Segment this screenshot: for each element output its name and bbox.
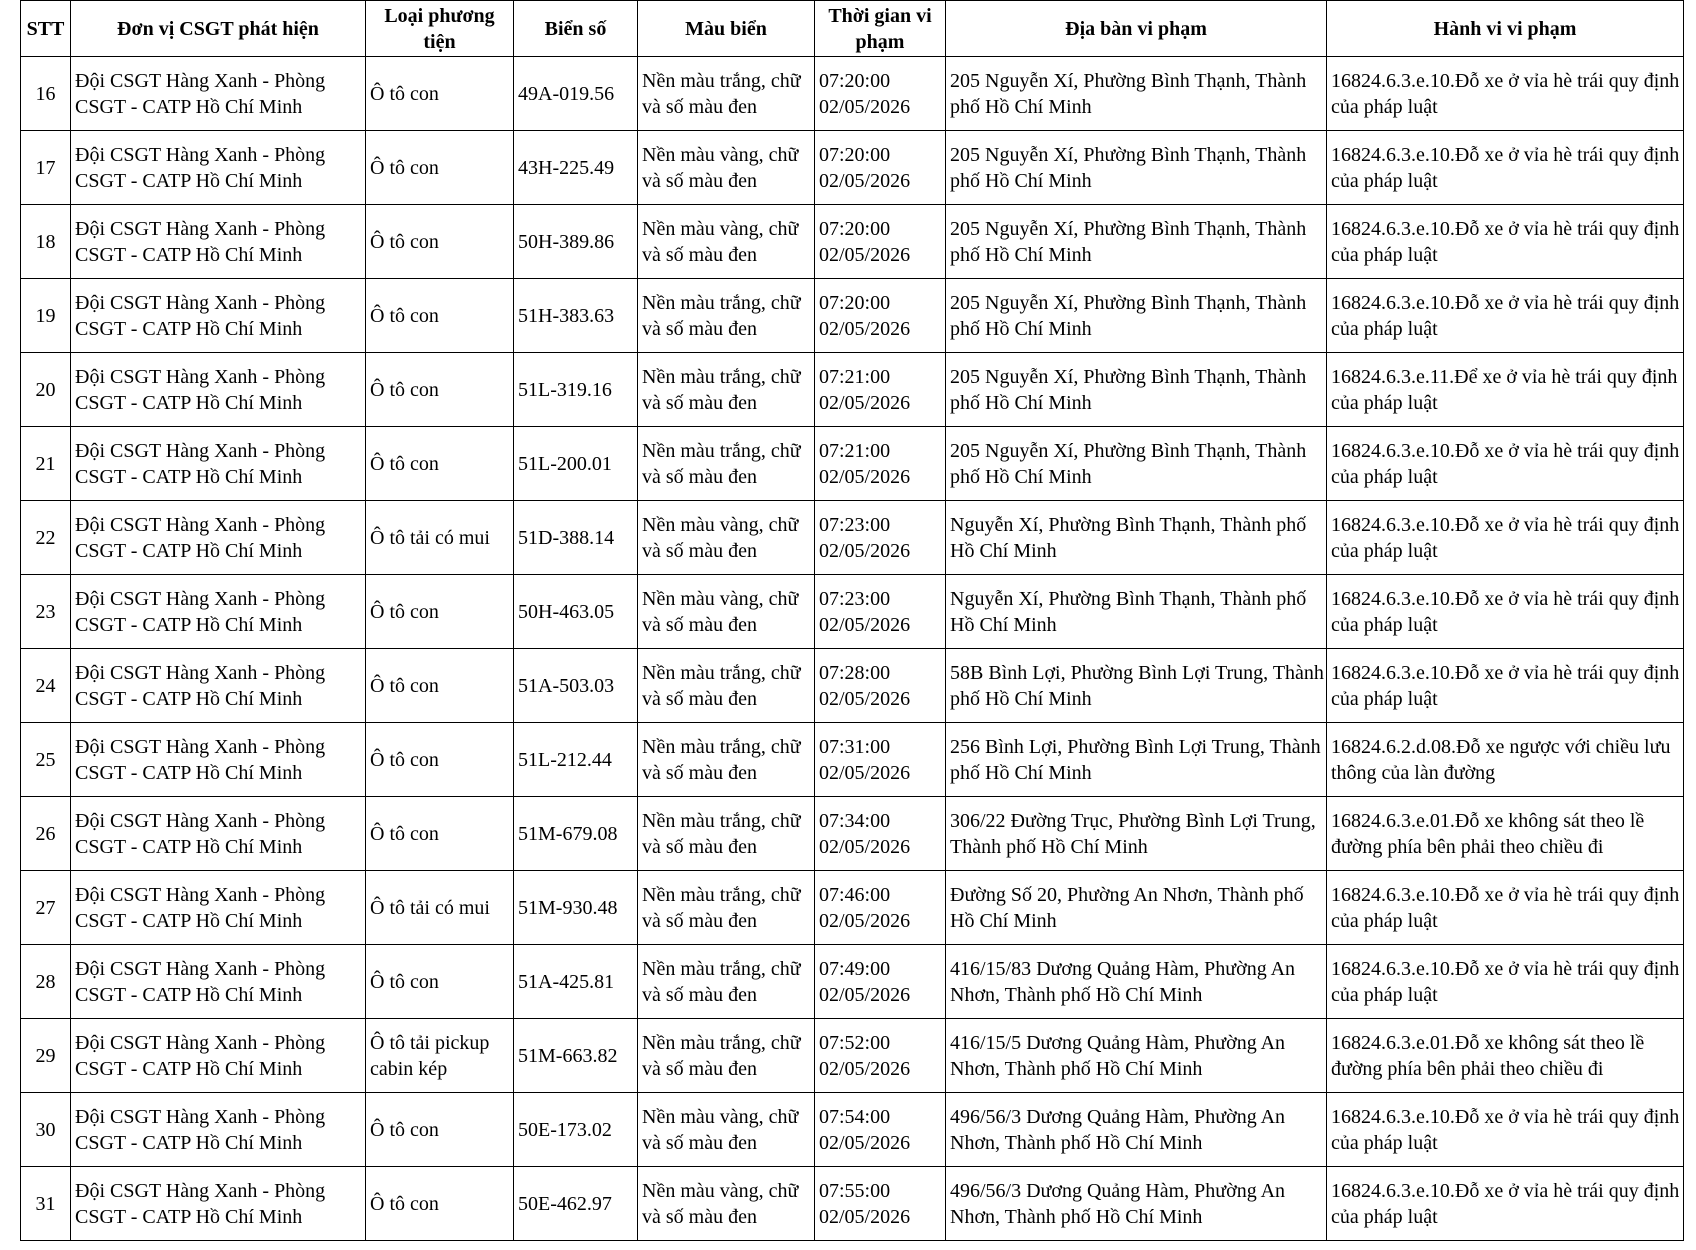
cell-time: 07:21:00 02/05/2026 xyxy=(815,427,946,501)
cell-plate: 50H-389.86 xyxy=(514,205,638,279)
cell-violation: 16824.6.3.e.10.Đỗ xe ở vỉa hè trái quy định của pháp luật xyxy=(1327,131,1684,205)
cell-stt: 24 xyxy=(21,649,71,723)
header-stt: STT xyxy=(21,1,71,57)
cell-plate-color: Nền màu vàng, chữ và số màu đen xyxy=(638,575,815,649)
cell-plate: 51L-319.16 xyxy=(514,353,638,427)
table-row xyxy=(21,1093,1684,1167)
header-vehicle-type: Loại phương tiện xyxy=(366,1,514,57)
cell-stt: 26 xyxy=(21,797,71,871)
cell-violation: 16824.6.3.e.10.Đỗ xe ở vỉa hè trái quy định của pháp luật xyxy=(1327,1167,1684,1241)
table-row xyxy=(21,1019,1684,1093)
cell-plate-color: Nền màu trắng, chữ và số màu đen xyxy=(638,279,815,353)
cell-unit: Đội CSGT Hàng Xanh - Phòng CSGT - CATP Hồ Chí Minh xyxy=(71,1093,366,1167)
cell-plate: 51H-383.63 xyxy=(514,279,638,353)
cell-plate-color: Nền màu trắng, chữ và số màu đen xyxy=(638,945,815,1019)
cell-plate: 50H-463.05 xyxy=(514,575,638,649)
cell-plate: 51A-503.03 xyxy=(514,649,638,723)
cell-vehicle-type: Ô tô con xyxy=(366,279,514,353)
cell-location: 205 Nguyễn Xí, Phường Bình Thạnh, Thành phố Hồ Chí Minh xyxy=(946,131,1327,205)
cell-vehicle-type: Ô tô con xyxy=(366,1167,514,1241)
cell-location: 306/22 Đường Trục, Phường Bình Lợi Trung, Thành phố Hồ Chí Minh xyxy=(946,797,1327,871)
cell-plate: 51L-212.44 xyxy=(514,723,638,797)
cell-time: 07:55:00 02/05/2026 xyxy=(815,1167,946,1241)
cell-stt: 21 xyxy=(21,427,71,501)
cell-violation: 16824.6.3.e.10.Đỗ xe ở vỉa hè trái quy định của pháp luật xyxy=(1327,57,1684,131)
header-plate: Biển số xyxy=(514,1,638,57)
cell-unit: Đội CSGT Hàng Xanh - Phòng CSGT - CATP Hồ Chí Minh xyxy=(71,279,366,353)
cell-plate-color: Nền màu vàng, chữ và số màu đen xyxy=(638,1093,815,1167)
cell-unit: Đội CSGT Hàng Xanh - Phòng CSGT - CATP Hồ Chí Minh xyxy=(71,353,366,427)
cell-violation: 16824.6.3.e.10.Đỗ xe ở vỉa hè trái quy định của pháp luật xyxy=(1327,945,1684,1019)
cell-stt: 20 xyxy=(21,353,71,427)
cell-unit: Đội CSGT Hàng Xanh - Phòng CSGT - CATP Hồ Chí Minh xyxy=(71,427,366,501)
table-row xyxy=(21,723,1684,797)
cell-location: 256 Bình Lợi, Phường Bình Lợi Trung, Thành phố Hồ Chí Minh xyxy=(946,723,1327,797)
table-body xyxy=(21,57,1684,1241)
cell-vehicle-type: Ô tô con xyxy=(366,57,514,131)
cell-violation: 16824.6.3.e.01.Đỗ xe không sát theo lề đường phía bên phải theo chiều đi xyxy=(1327,1019,1684,1093)
cell-plate-color: Nền màu trắng, chữ và số màu đen xyxy=(638,353,815,427)
cell-unit: Đội CSGT Hàng Xanh - Phòng CSGT - CATP Hồ Chí Minh xyxy=(71,723,366,797)
cell-location: 205 Nguyễn Xí, Phường Bình Thạnh, Thành phố Hồ Chí Minh xyxy=(946,57,1327,131)
cell-stt: 16 xyxy=(21,57,71,131)
cell-time: 07:23:00 02/05/2026 xyxy=(815,501,946,575)
cell-location: 496/56/3 Dương Quảng Hàm, Phường An Nhơn, Thành phố Hồ Chí Minh xyxy=(946,1093,1327,1167)
cell-violation: 16824.6.3.e.10.Đỗ xe ở vỉa hè trái quy định của pháp luật xyxy=(1327,871,1684,945)
cell-unit: Đội CSGT Hàng Xanh - Phòng CSGT - CATP Hồ Chí Minh xyxy=(71,1167,366,1241)
cell-plate-color: Nền màu vàng, chữ và số màu đen xyxy=(638,501,815,575)
cell-plate: 51D-388.14 xyxy=(514,501,638,575)
table-row xyxy=(21,1167,1684,1241)
cell-violation: 16824.6.3.e.10.Đỗ xe ở vỉa hè trái quy định của pháp luật xyxy=(1327,649,1684,723)
table-row xyxy=(21,131,1684,205)
cell-time: 07:28:00 02/05/2026 xyxy=(815,649,946,723)
cell-violation: 16824.6.3.e.11.Để xe ở vỉa hè trái quy định của pháp luật xyxy=(1327,353,1684,427)
cell-location: Nguyễn Xí, Phường Bình Thạnh, Thành phố Hồ Chí Minh xyxy=(946,501,1327,575)
cell-time: 07:34:00 02/05/2026 xyxy=(815,797,946,871)
cell-plate-color: Nền màu trắng, chữ và số màu đen xyxy=(638,649,815,723)
table-row xyxy=(21,649,1684,723)
cell-vehicle-type: Ô tô tải có mui xyxy=(366,871,514,945)
cell-stt: 29 xyxy=(21,1019,71,1093)
cell-unit: Đội CSGT Hàng Xanh - Phòng CSGT - CATP Hồ Chí Minh xyxy=(71,945,366,1019)
cell-violation: 16824.6.2.d.08.Đỗ xe ngược với chiều lưu thông của làn đường xyxy=(1327,723,1684,797)
cell-unit: Đội CSGT Hàng Xanh - Phòng CSGT - CATP Hồ Chí Minh xyxy=(71,575,366,649)
cell-time: 07:54:00 02/05/2026 xyxy=(815,1093,946,1167)
cell-stt: 25 xyxy=(21,723,71,797)
cell-time: 07:23:00 02/05/2026 xyxy=(815,575,946,649)
cell-location: 416/15/83 Dương Quảng Hàm, Phường An Nhơn, Thành phố Hồ Chí Minh xyxy=(946,945,1327,1019)
cell-location: 205 Nguyễn Xí, Phường Bình Thạnh, Thành phố Hồ Chí Minh xyxy=(946,353,1327,427)
table-row xyxy=(21,871,1684,945)
cell-location: 205 Nguyễn Xí, Phường Bình Thạnh, Thành phố Hồ Chí Minh xyxy=(946,279,1327,353)
cell-plate: 43H-225.49 xyxy=(514,131,638,205)
cell-vehicle-type: Ô tô tải có mui xyxy=(366,501,514,575)
table-row xyxy=(21,57,1684,131)
cell-violation: 16824.6.3.e.10.Đỗ xe ở vỉa hè trái quy định của pháp luật xyxy=(1327,279,1684,353)
cell-vehicle-type: Ô tô tải pickup cabin kép xyxy=(366,1019,514,1093)
cell-plate-color: Nền màu trắng, chữ và số màu đen xyxy=(638,1019,815,1093)
cell-unit: Đội CSGT Hàng Xanh - Phòng CSGT - CATP Hồ Chí Minh xyxy=(71,871,366,945)
cell-stt: 19 xyxy=(21,279,71,353)
cell-stt: 28 xyxy=(21,945,71,1019)
cell-plate: 51A-425.81 xyxy=(514,945,638,1019)
cell-plate-color: Nền màu trắng, chữ và số màu đen xyxy=(638,797,815,871)
cell-unit: Đội CSGT Hàng Xanh - Phòng CSGT - CATP Hồ Chí Minh xyxy=(71,1019,366,1093)
cell-vehicle-type: Ô tô con xyxy=(366,205,514,279)
cell-location: 205 Nguyễn Xí, Phường Bình Thạnh, Thành phố Hồ Chí Minh xyxy=(946,205,1327,279)
cell-violation: 16824.6.3.e.10.Đỗ xe ở vỉa hè trái quy định của pháp luật xyxy=(1327,1093,1684,1167)
cell-location: 416/15/5 Dương Quảng Hàm, Phường An Nhơn, Thành phố Hồ Chí Minh xyxy=(946,1019,1327,1093)
cell-time: 07:46:00 02/05/2026 xyxy=(815,871,946,945)
cell-time: 07:20:00 02/05/2026 xyxy=(815,279,946,353)
cell-vehicle-type: Ô tô con xyxy=(366,131,514,205)
cell-plate: 50E-173.02 xyxy=(514,1093,638,1167)
cell-violation: 16824.6.3.e.10.Đỗ xe ở vỉa hè trái quy định của pháp luật xyxy=(1327,427,1684,501)
cell-vehicle-type: Ô tô con xyxy=(366,427,514,501)
cell-unit: Đội CSGT Hàng Xanh - Phòng CSGT - CATP Hồ Chí Minh xyxy=(71,131,366,205)
cell-plate-color: Nền màu vàng, chữ và số màu đen xyxy=(638,131,815,205)
cell-unit: Đội CSGT Hàng Xanh - Phòng CSGT - CATP Hồ Chí Minh xyxy=(71,649,366,723)
cell-time: 07:49:00 02/05/2026 xyxy=(815,945,946,1019)
cell-plate: 51M-679.08 xyxy=(514,797,638,871)
cell-vehicle-type: Ô tô con xyxy=(366,649,514,723)
cell-stt: 22 xyxy=(21,501,71,575)
cell-plate-color: Nền màu trắng, chữ và số màu đen xyxy=(638,871,815,945)
table-row xyxy=(21,205,1684,279)
header-violation: Hành vi vi phạm xyxy=(1327,1,1684,57)
cell-time: 07:20:00 02/05/2026 xyxy=(815,205,946,279)
cell-time: 07:21:00 02/05/2026 xyxy=(815,353,946,427)
cell-time: 07:20:00 02/05/2026 xyxy=(815,57,946,131)
table-row xyxy=(21,501,1684,575)
cell-violation: 16824.6.3.e.10.Đỗ xe ở vỉa hè trái quy định của pháp luật xyxy=(1327,575,1684,649)
cell-location: Nguyễn Xí, Phường Bình Thạnh, Thành phố Hồ Chí Minh xyxy=(946,575,1327,649)
cell-plate: 51M-930.48 xyxy=(514,871,638,945)
cell-plate: 51M-663.82 xyxy=(514,1019,638,1093)
cell-plate: 51L-200.01 xyxy=(514,427,638,501)
header-plate-color: Màu biển xyxy=(638,1,815,57)
cell-stt: 30 xyxy=(21,1093,71,1167)
cell-unit: Đội CSGT Hàng Xanh - Phòng CSGT - CATP Hồ Chí Minh xyxy=(71,501,366,575)
cell-violation: 16824.6.3.e.10.Đỗ xe ở vỉa hè trái quy định của pháp luật xyxy=(1327,501,1684,575)
cell-unit: Đội CSGT Hàng Xanh - Phòng CSGT - CATP Hồ Chí Minh xyxy=(71,797,366,871)
cell-time: 07:52:00 02/05/2026 xyxy=(815,1019,946,1093)
header-location: Địa bàn vi phạm xyxy=(946,1,1327,57)
cell-stt: 27 xyxy=(21,871,71,945)
header-row xyxy=(21,1,1684,57)
cell-location: 496/56/3 Dương Quảng Hàm, Phường An Nhơn, Thành phố Hồ Chí Minh xyxy=(946,1167,1327,1241)
cell-vehicle-type: Ô tô con xyxy=(366,575,514,649)
cell-plate-color: Nền màu trắng, chữ và số màu đen xyxy=(638,723,815,797)
cell-stt: 18 xyxy=(21,205,71,279)
cell-plate: 49A-019.56 xyxy=(514,57,638,131)
cell-plate-color: Nền màu trắng, chữ và số màu đen xyxy=(638,427,815,501)
header-unit: Đơn vị CSGT phát hiện xyxy=(71,1,366,57)
table-row xyxy=(21,945,1684,1019)
cell-stt: 31 xyxy=(21,1167,71,1241)
cell-unit: Đội CSGT Hàng Xanh - Phòng CSGT - CATP Hồ Chí Minh xyxy=(71,205,366,279)
cell-unit: Đội CSGT Hàng Xanh - Phòng CSGT - CATP Hồ Chí Minh xyxy=(71,57,366,131)
table-row xyxy=(21,575,1684,649)
cell-violation: 16824.6.3.e.01.Đỗ xe không sát theo lề đường phía bên phải theo chiều đi xyxy=(1327,797,1684,871)
violations-table xyxy=(20,0,1684,1241)
table-row xyxy=(21,797,1684,871)
table-row xyxy=(21,353,1684,427)
cell-plate-color: Nền màu vàng, chữ và số màu đen xyxy=(638,205,815,279)
cell-stt: 17 xyxy=(21,131,71,205)
cell-plate-color: Nền màu vàng, chữ và số màu đen xyxy=(638,1167,815,1241)
cell-vehicle-type: Ô tô con xyxy=(366,1093,514,1167)
cell-time: 07:31:00 02/05/2026 xyxy=(815,723,946,797)
table-row xyxy=(21,279,1684,353)
cell-vehicle-type: Ô tô con xyxy=(366,797,514,871)
cell-location: 58B Bình Lợi, Phường Bình Lợi Trung, Thành phố Hồ Chí Minh xyxy=(946,649,1327,723)
cell-vehicle-type: Ô tô con xyxy=(366,945,514,1019)
cell-time: 07:20:00 02/05/2026 xyxy=(815,131,946,205)
cell-vehicle-type: Ô tô con xyxy=(366,723,514,797)
cell-plate: 50E-462.97 xyxy=(514,1167,638,1241)
cell-location: 205 Nguyễn Xí, Phường Bình Thạnh, Thành phố Hồ Chí Minh xyxy=(946,427,1327,501)
cell-violation: 16824.6.3.e.10.Đỗ xe ở vỉa hè trái quy định của pháp luật xyxy=(1327,205,1684,279)
cell-plate-color: Nền màu trắng, chữ và số màu đen xyxy=(638,57,815,131)
cell-vehicle-type: Ô tô con xyxy=(366,353,514,427)
cell-stt: 23 xyxy=(21,575,71,649)
header-time: Thời gian vi phạm xyxy=(815,1,946,57)
table-row xyxy=(21,427,1684,501)
cell-location: Đường Số 20, Phường An Nhơn, Thành phố Hồ Chí Minh xyxy=(946,871,1327,945)
